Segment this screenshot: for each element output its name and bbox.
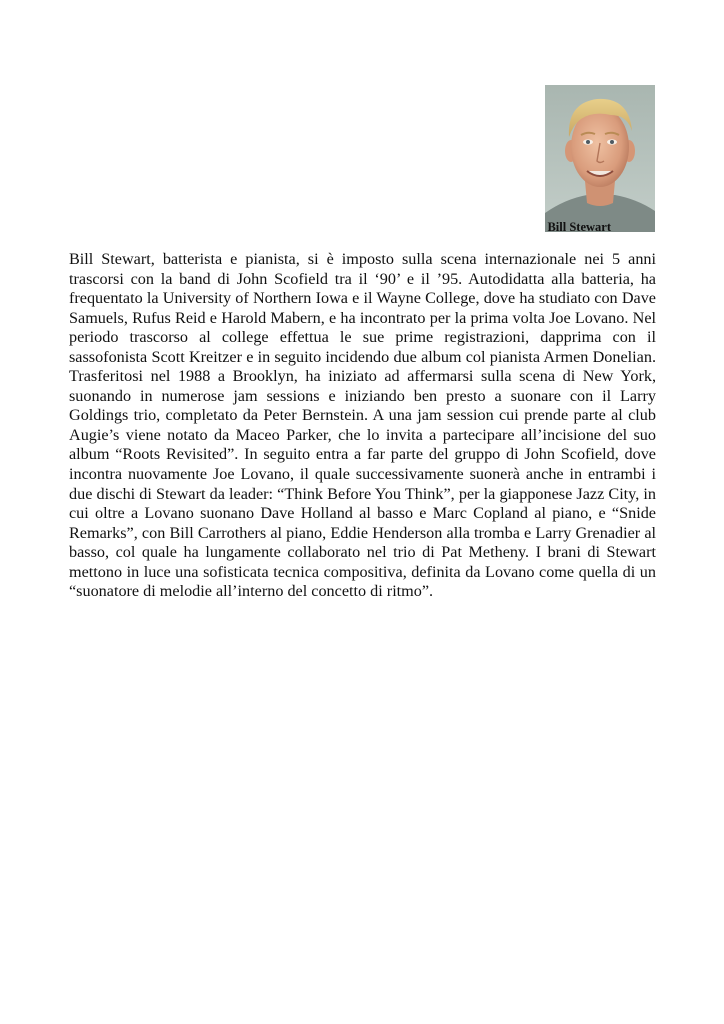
portrait-photo bbox=[545, 85, 655, 232]
photo-caption: Bill Stewart bbox=[547, 220, 611, 234]
article-body: Bill Stewart, batterista e pianista, si è imposto sulla scena internazionale nei 5 anni trascorsi con la band di John Scofield tra il ‘90’ e il ’95. Autodidatta alla batteria, ha frequentato la University of Northern Iowa e il Wayne College, dove ha studiato con Dave Samuels, Rufus Reid e Harold Mabern, e ha incontrato per la prima volta Joe Lovano. Nel periodo trascorso al college effettua le sue prime registrazioni, dapprima con il sassofonista Scott Kreitzer e in seguito incidendo due album col pianista Armen Donelian. Trasferitosi nel 1988 a Brooklyn, ha iniziato ad affermarsi sulla scena di New York, suonando in numerose jam sessions e iniziando ben presto a suonare con il Larry Goldings trio, completato da Peter Bernstein. A una jam session cui prende parte al club Augie’s viene notato da Maceo Parker, che lo invita a partecipare all’incisione del suo album “Roots Revisited”. In seguito entra a far parte del gruppo di John Scofield, dove incontra nuovamente Joe Lovano, il quale successivamente suonerà anche in entrambi i due dischi di Stewart da leader: “Think Before You Think”, per la giapponese Jazz City, in cui oltre a Lovano suonano Dave Holland al basso e Marc Copland al piano, e “Snide Remarks”, con Bill Carrothers al piano, Eddie Henderson alla tromba e Larry Grenadier al basso, col quale ha lungamente collaborato nel trio di Pat Metheny. I brani di Stewart mettono in luce una sofisticata tecnica compositiva, definita da Lovano come quella di un “suonatore di melodie all’interno del concetto di ritmo”. bbox=[69, 250, 656, 601]
